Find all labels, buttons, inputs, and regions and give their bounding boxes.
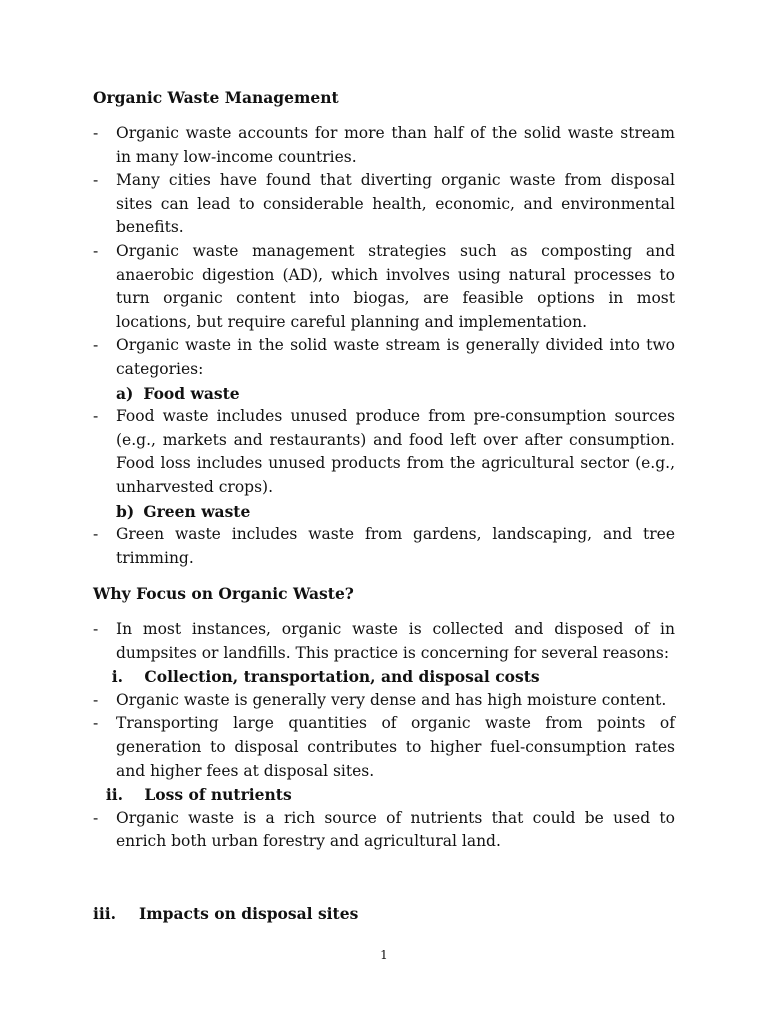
list-item	[93, 240, 675, 334]
list-item-text: Organic waste is a rich source of nutrients that could be used to enrich both urban forestry and agricultural land.	[116, 808, 675, 851]
bullet-marker: -	[93, 124, 99, 142]
section-why-focus	[93, 618, 675, 854]
list-item-text: Organic waste management strategies such as composting and anaerobic digestion (AD), which involves using natural processes to turn organic content into biogas, are feasible options in most locations, but require careful planning and implementation.	[116, 241, 675, 331]
bullet-marker: -	[93, 620, 99, 638]
list-item-text: Organic waste is generally very dense and has high moisture content.	[116, 690, 667, 709]
list-item	[93, 712, 675, 783]
list-item	[93, 405, 675, 499]
page-title: Organic Waste Management	[93, 88, 339, 107]
subheading-marker: b)	[116, 501, 135, 521]
roman-subheading-text: Impacts on disposal sites	[139, 904, 359, 923]
list-item	[93, 807, 675, 854]
list-item-text: Green waste includes waste from gardens, landscaping, and tree trimming.	[116, 525, 675, 567]
list-item	[93, 122, 675, 169]
roman-subheading	[93, 783, 675, 807]
list-item-text: Organic waste accounts for more than half of the solid waste stream in many low-income countries.	[116, 124, 675, 166]
list-item	[93, 334, 675, 381]
roman-subheading	[93, 665, 675, 689]
roman-subheading-text: Loss of nutrients	[144, 785, 292, 805]
roman-marker: ii.	[105, 785, 123, 805]
roman-subheading-text: Collection, transportation, and disposal costs	[144, 667, 540, 687]
list-item	[93, 618, 675, 665]
bullet-marker: -	[93, 241, 99, 260]
section-heading-why-focus: Why Focus on Organic Waste?	[93, 584, 354, 603]
list-item-text: Transporting large quantities of organic waste from points of generation to disposal contributes to higher fuel-consumption rates and higher fees at disposal sites.	[116, 714, 675, 780]
bullet-marker: -	[93, 336, 99, 355]
subheading-text: Green waste	[143, 501, 251, 521]
list-item	[93, 689, 675, 713]
roman-marker: iii.	[93, 904, 117, 923]
bullet-marker: -	[93, 808, 99, 827]
bullet-marker: -	[93, 171, 99, 190]
list-item	[93, 169, 675, 240]
list-item-text: Organic waste in the solid waste stream is generally divided into two categories:	[116, 336, 675, 378]
section-organic-waste	[93, 122, 675, 570]
bullet-marker: -	[93, 407, 99, 426]
list-item-text: Many cities have found that diverting organic waste from disposal sites can lead to considerable health, economic, and environmental benefits.	[116, 171, 675, 237]
subheading-text: Food waste	[143, 383, 240, 403]
list-item-text: In most instances, organic waste is collected and disposed of in dumpsites or landfills. This practice is concerning for several reasons:	[116, 620, 675, 662]
bullet-marker: -	[93, 714, 99, 733]
subheading-marker: a)	[116, 383, 134, 403]
subheading-green-waste	[93, 500, 675, 524]
bullet-marker: -	[93, 525, 99, 544]
page-number: 1	[380, 948, 388, 962]
roman-marker: i.	[111, 667, 123, 687]
list-item-text: Food waste includes unused produce from pre-consumption sources (e.g., markets and restaurants) and food left over after consumption. Food loss includes unused products from the agricultural sector (e.g., unharvested crops).	[116, 407, 675, 496]
bullet-marker: -	[93, 690, 99, 709]
section-heading-impacts	[93, 904, 358, 924]
subheading-food-waste	[93, 382, 675, 406]
list-item	[93, 523, 675, 570]
